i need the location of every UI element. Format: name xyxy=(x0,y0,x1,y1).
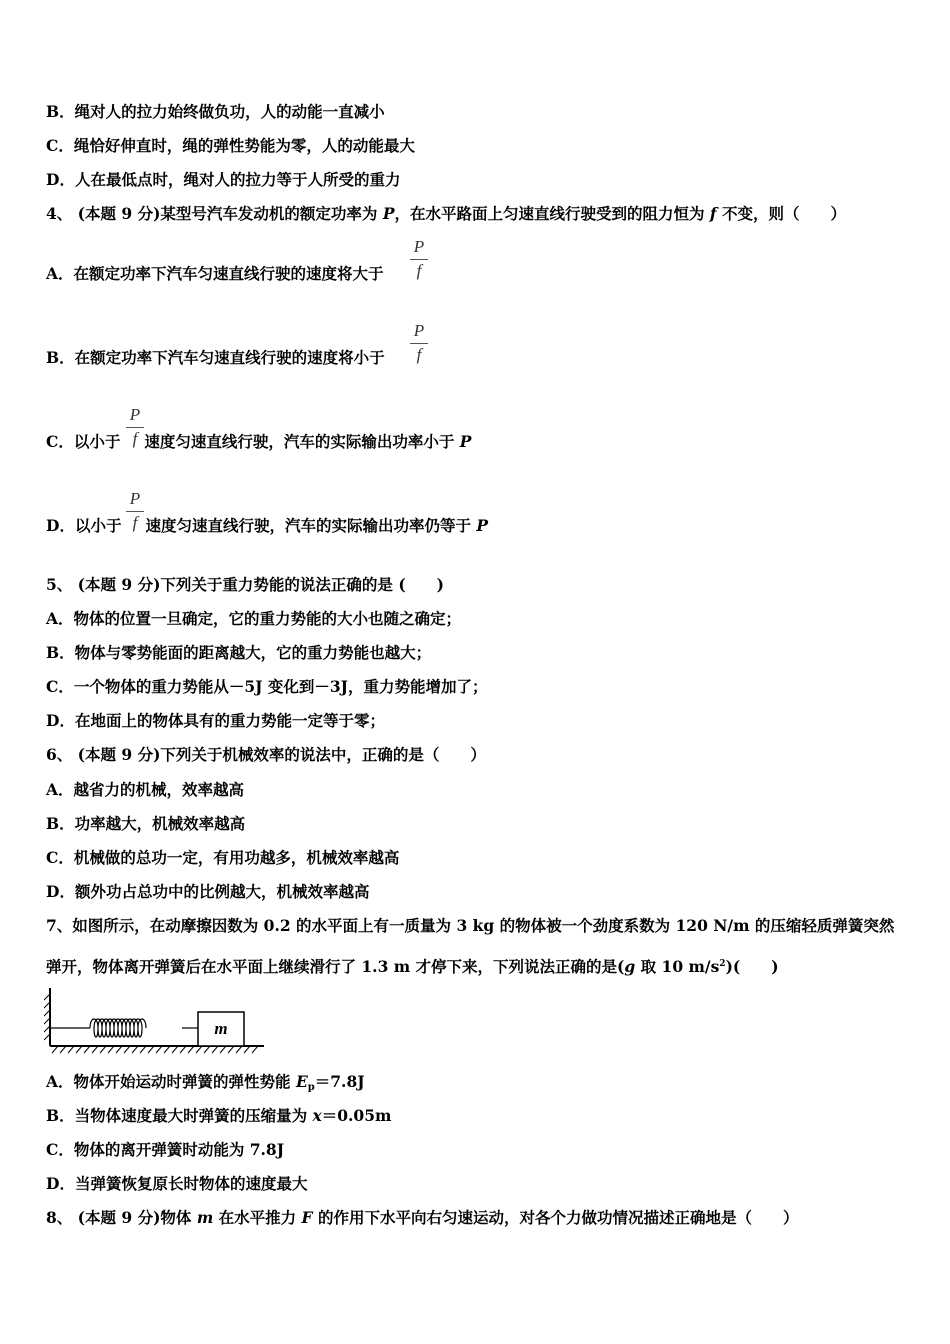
q5-option-c: C．一个物体的重力势能从－5J 变化到－3J，重力势能增加了； xyxy=(46,677,488,696)
spring-block-figure xyxy=(44,986,266,1058)
ground-hatching xyxy=(52,1046,258,1053)
q7-option-d: D．当弹簧恢复原长时物体的速度最大 xyxy=(46,1174,308,1193)
q7-option-c: C．物体的离开弹簧时动能为 7.8J xyxy=(46,1140,285,1159)
q6-option-b: B．功率越大，机械效率越高 xyxy=(46,814,246,833)
q7-option-b: B．当物体速度最大时弹簧的压缩量为 x＝0.05m xyxy=(46,1106,392,1125)
q6-option-d: D．额外功占总功中的比例越大，机械效率越高 xyxy=(46,882,370,901)
q5-option-b: B．物体与零势能面的距离越大，它的重力势能也越大； xyxy=(46,643,432,662)
block-label: m xyxy=(214,1019,228,1038)
q4-option-b: B．在额定功率下汽车匀速直线行驶的速度将小于 xyxy=(46,348,385,367)
q3-option-c: C．绳恰好伸直时，绳的弹性势能为零，人的动能最大 xyxy=(46,136,415,155)
fraction-p-over-f: P f xyxy=(126,404,144,449)
q5-option-a: A．物体的位置一旦确定，它的重力势能的大小也随之确定； xyxy=(46,609,462,628)
q3-option-d: D．人在最低点时，绳对人的拉力等于人所受的重力 xyxy=(46,170,401,189)
fraction-p-over-f: P f xyxy=(410,320,428,365)
q3-option-b: B．绳对人的拉力始终做负功，人的动能一直减小 xyxy=(46,102,385,121)
q4-option-a: A．在额定功率下汽车匀速直线行驶的速度将大于 xyxy=(46,264,384,283)
q5-option-d: D．在地面上的物体具有的重力势能一定等于零； xyxy=(46,711,385,730)
q5-stem: 5、 (本题 9 分)下列关于重力势能的说法正确的是 ( ) xyxy=(46,575,444,594)
fraction-p-over-f: P f xyxy=(126,488,144,533)
q6-stem: 6、 (本题 9 分)下列关于机械效率的说法中，正确的是（ ） xyxy=(46,745,486,764)
q4-option-d: D．以小于 速度匀速直线行驶，汽车的实际输出功率仍等于 P xyxy=(46,516,489,535)
q6-option-a: A．越省力的机械，效率越高 xyxy=(46,780,245,799)
q6-option-c: C．机械做的总功一定，有用功越多，机械效率越高 xyxy=(46,848,400,867)
q4-option-c: C．以小于 速度匀速直线行驶，汽车的实际输出功率小于 P xyxy=(46,432,472,451)
q7-option-a: A．物体开始运动时弹簧的弹性势能 $E_p=7.8J$ xyxy=(46,1072,365,1093)
q8-stem: 8、 (本题 9 分)物体 m 在水平推力 F 的作用下水平向右匀速运动，对各个力做功情况描述正确地是（ ） xyxy=(46,1208,799,1227)
q7-stem-line2: 弹开，物体离开弹簧后在水平面上继续滑行了 1.3 m 才停下来，下列说法正确的是(g 取 10 $m/s^2$)( ) xyxy=(46,957,779,976)
q7-stem-line1: 7、如图所示，在动摩擦因数为 0.2 的水平面上有一质量为 3 kg 的物体被一个劲度系数为 120 N/m 的压缩轻质弹簧突然 xyxy=(46,916,895,935)
spring xyxy=(50,1019,198,1037)
q4-stem: 4、 (本题 9 分)某型号汽车发动机的额定功率为 P，在水平路面上匀速直线行驶受到的阻力恒为 f 不变，则（ ） xyxy=(46,204,846,223)
fraction-p-over-f: P f xyxy=(410,236,428,281)
